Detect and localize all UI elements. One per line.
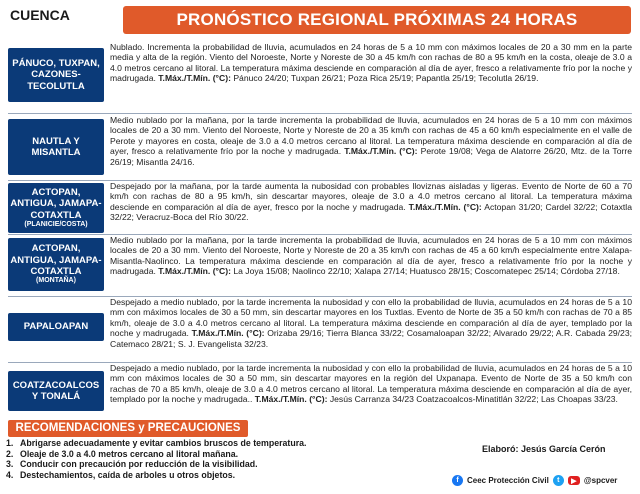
temp-label: T.Máx./T.Mín. (°C): <box>158 266 231 277</box>
temp-label: T.Máx./T.Mín. (°C): <box>408 201 482 212</box>
region-label <box>8 238 104 291</box>
region-forecast <box>110 297 632 349</box>
region-forecast <box>110 42 632 84</box>
temp-values: Pánuco 24/20; Tuxpan 26/21; Poza Rica 25/19; Papantla 25/19; Tecolutla 26/19. <box>233 73 539 84</box>
social-handle[interactable]: @spcver <box>583 476 618 485</box>
page-title: PRONÓSTICO REGIONAL PRÓXIMAS 24 HORAS <box>123 6 631 34</box>
forecast-text: Despejado a medio nublado, por la tarde incrementa la nubosidad y con ello la probabilidad de lluvia, acumulados en 24 horas de 5 a 10 mm con máximos locales de 30 a 50 mm, sin descartar mayores en los Tuxtlas. Evento de Norte de 35 a 50 km/h con rachas de 70 a 85 km/h, oleaje de 3.0 a 4.0 metros cercano al litoral. La temperatura máxima desciende en comparación al día de ayer, templado por la noche y madrugada. <box>110 297 632 339</box>
youtube-icon[interactable]: ▶ <box>568 476 580 485</box>
region-row <box>8 297 632 361</box>
temp-label: T.Máx./T.Mín. (°C): <box>254 394 328 405</box>
region-sublabel: (PLANICIE/COSTA) <box>24 220 88 228</box>
forecast-text: Medio nublado por la mañana, por la tarde incrementa la probabilidad de lluvia, acumulados en 24 horas de 5 a 10 mm con máximos locales de 20 a 30 mm. Viento del Noroeste, Norte y Noreste de 20 a 35 km/h con rachas de 45 a 60 km/h especialmente entre Xalapa-Misantla-Naolinco. La temperatura máxima desciende en comparación al día de ayer, fresco a relativamente frío por la noche y madrugada. <box>110 235 632 277</box>
region-forecast <box>110 235 632 277</box>
region-label-text: PAPALOAPAN <box>23 321 89 333</box>
list-item: 4. Destechamientos, caída de arboles u otros objetos. <box>6 469 236 480</box>
recommendations-title: RECOMENDACIONES y PRECAUCIONES <box>8 420 248 437</box>
divider <box>8 113 632 114</box>
temp-values: Jesús Carranza 34/23 Coatzacoalcos-Minatitlán 32/22; Las Choapas 33/23. <box>329 394 618 405</box>
region-label <box>8 371 104 411</box>
region-label <box>8 313 104 341</box>
region-label <box>8 183 104 233</box>
region-sublabel: (MONTAÑA) <box>36 277 76 285</box>
social-footer <box>452 475 617 486</box>
region-label-text: ACTOPAN, ANTIGUA, JAMAPA-COTAXTLA <box>10 243 102 277</box>
region-forecast <box>110 181 632 223</box>
region-row <box>8 115 632 179</box>
region-label-text: ACTOPAN, ANTIGUA, JAMAPA-COTAXTLA <box>10 186 102 221</box>
region-label-text: COATZACOALCOS Y TONALÁ <box>12 379 100 402</box>
temp-label: T.Máx./T.Mín. (°C): <box>344 146 418 157</box>
region-row <box>8 181 632 235</box>
list-item: 3. Conducir con precaución por reducción de la visibilidad. <box>6 459 258 470</box>
list-item: 1. Abrigarse adecuadamente y evitar cambios bruscos de temperatura. <box>6 438 307 448</box>
area-title: CUENCA <box>10 7 70 23</box>
region-label <box>8 119 104 175</box>
list-item: 2. Oleaje de 3.0 a 4.0 metros cercano al litoral mañana. <box>6 448 239 459</box>
temp-values: Perote 19/08; Vega de Alatorre 26/20, Mtz. de la Torre 26/19; Misantla 24/16. <box>110 146 632 167</box>
region-label <box>8 48 104 102</box>
region-forecast <box>110 363 632 405</box>
forecast-text: Despejado por la mañana, por la tarde aumenta la nubosidad con probables lloviznas aisladas y ligeras. Evento de Norte de 60 a 70 km/h con rachas de 80 a 95 km/h, sin descartar mayores, oleaje de 3.0 a 4.0 metros cercano al litoral. La temperatura máxima desciende en comparación al día de ayer, fresco por la noche y madrugada. <box>110 181 632 212</box>
facebook-icon[interactable]: f <box>452 475 463 486</box>
region-label-text: NAUTLA Y MISANTLA <box>31 135 81 158</box>
recommendations-list <box>6 438 426 480</box>
temp-values: Actopan 31/20; Cardel 32/22; Cotaxtla 32/22; Veracruz-Boca del Río 30/22. <box>110 201 632 223</box>
region-row <box>8 235 632 295</box>
facebook-name[interactable]: Ceec Protección Civil <box>467 476 549 485</box>
temp-values: Orizaba 29/16; Tierra Blanca 33/22; Cosamaloapan 32/22; Alvarado 29/22; A.R. Cabada 29/23; Catemaco 28/21; S. J. Evangelista 32/23. <box>110 328 632 349</box>
forecast-text: Despejado a medio nublado, por la tarde incrementa la nubosidad y con ello la probabilidad de lluvia, acumulados en 24 horas de 5 a 10 mm con máximos locales de 30 a 50 mm, sin descartar mayores en la región del Uxpanapa. Evento de Norte de 35 a 50 km/h con rachas de 70 a 85 km/h, oleaje de 3.0 a 4.0 metros cercano al litoral. La temperatura máxima desciende en comparación al día de ayer, templado por la noche y madrugada.. <box>110 363 632 405</box>
region-row <box>8 363 632 419</box>
region-row <box>8 40 632 112</box>
region-label-text: PÁNUCO, TUXPAN, CAZONES-TECOLUTLA <box>12 57 100 92</box>
forecast-text: Medio nublado por la mañana, por la tarde incrementa la probabilidad de lluvia, acumulados en 24 horas de 5 a 10 mm con máximos locales de 20 a 30 mm. Viento del Noroeste, Norte y Noreste de 20 a 35 km/h con rachas de 45 a 60 km/h especialmente en el valle de Perote y mayores en costa, oleaje de 3.0 a 4.0 metros cercano al litoral. La temperatura máxima desciende en comparación al día de ayer, fresco a relativamente frío por la noche y madrugada. <box>110 115 632 157</box>
twitter-icon[interactable]: t <box>553 475 564 486</box>
region-forecast <box>110 115 632 167</box>
forecast-text: Nublado. Incrementa la probabilidad de lluvia, acumulados en 24 horas de 5 a 10 mm con máximos locales de 20 a 30 mm en la parte media y alta de la región. Viento del Noroeste, Norte y Noreste de 30 a 45 km/h con rachas de 80 a 95 km/h en la costa, oleaje de 3.0 a 4.0 metros cercano al litoral. La temperatura máxima desciende en comparación al día de ayer, fresco a relativamente frío por la noche y madrugada. <box>110 42 632 84</box>
temp-label: T.Máx./T.Mín. (°C): <box>158 73 231 84</box>
author-credit: Elaboró: Jesús García Cerón <box>482 444 606 454</box>
temp-label: T.Máx./T.Mín. (°C): <box>191 328 265 339</box>
temp-values: La Joya 15/08; Naolinco 22/10; Xalapa 27/14; Huatusco 28/15; Coscomatepec 25/14; Córdoba 27/18. <box>233 266 620 277</box>
